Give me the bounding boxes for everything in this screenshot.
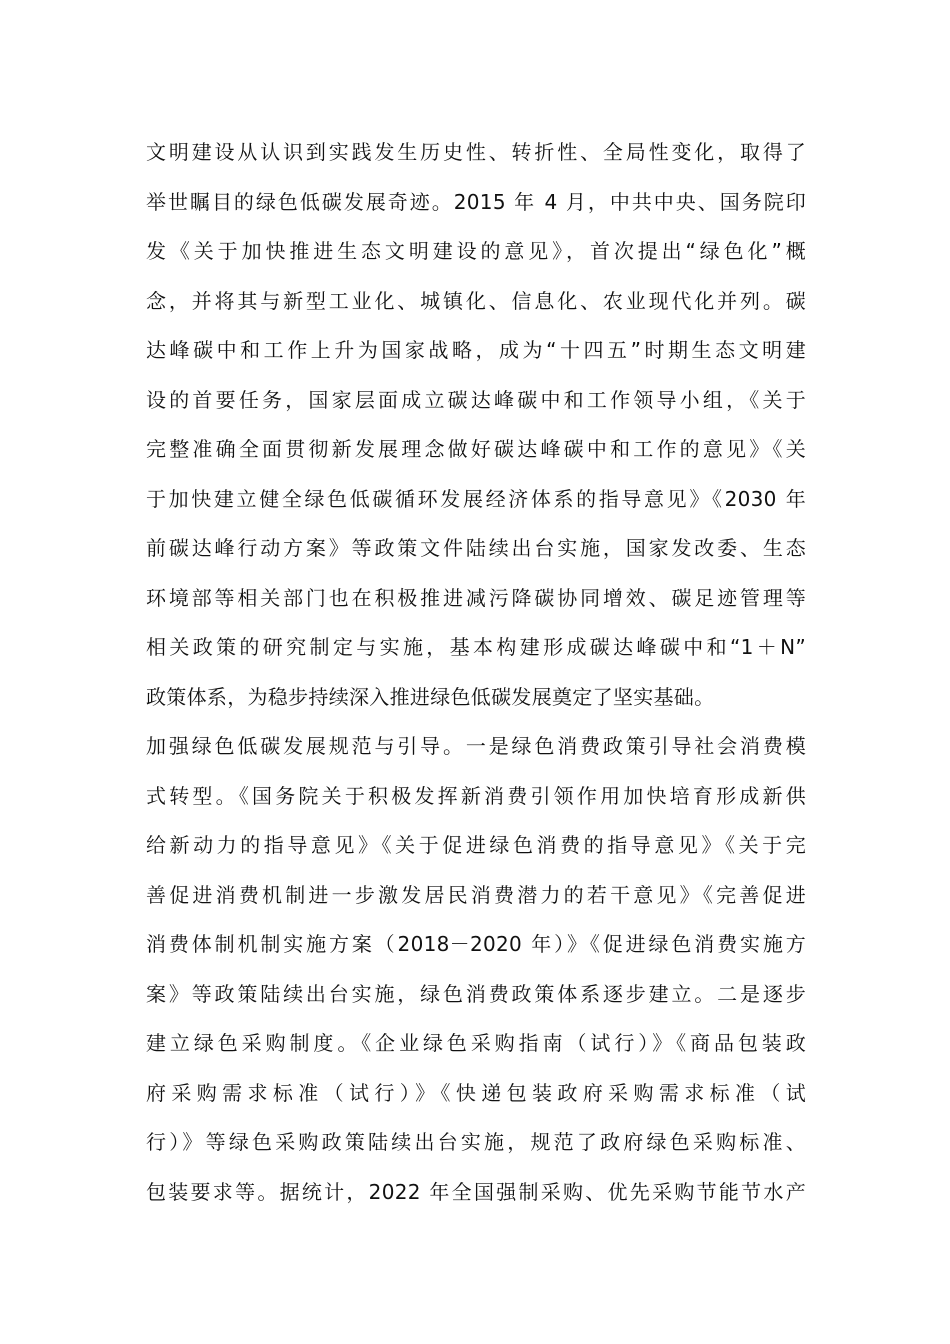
body-text [146,128,806,1217]
paragraph-end-line: 政策体系，为稳步持续深入推进绿色低碳发展奠定了坚实基础。 [146,684,715,709]
text-line: 建立绿色采购制度。《企业绿色采购指南（试行）》《商品包装政 [146,1031,806,1055]
text-line: 完整准确全面贯彻新发展理念做好碳达峰碳中和工作的意见》《关 [146,437,806,461]
text-line: 念，并将其与新型工业化、城镇化、信息化、农业现代化并列。碳 [146,288,806,313]
text-line: 给新动力的指导意见》《关于促进绿色消费的指导意见》《关于完 [146,833,806,857]
text-line: 前碳达峰行动方案》等政策文件陆续出台实施，国家发改委、生态 [146,536,806,560]
text-line: 设的首要任务，国家层面成立碳达峰碳中和工作领导小组，《关于 [146,387,806,412]
text-line: 举世瞩目的绿色低碳发展奇迹。2015 年 4 月，中共中央、国务院印 [146,189,806,214]
text-line: 相关政策的研究制定与实施，基本构建形成碳达峰碳中和“1＋N” [146,635,806,659]
text-line: 文明建设从认识到实践发生历史性、转折性、全局性变化，取得了 [146,140,806,164]
text-line: 案》等政策陆续出台实施，绿色消费政策体系逐步建立。二是逐步 [146,981,806,1006]
text-line: 环境部等相关部门也在积极推进减污降碳协同增效、碳足迹管理等 [146,585,806,610]
text-line: 府采购需求标准（试行）》《快递包装政府采购需求标准（试 [146,1080,806,1105]
text-line: 行）》等绿色采购政策陆续出台实施，规范了政府绿色采购标准、 [146,1130,806,1154]
text-line: 式转型。《国务院关于积极发挥新消费引领作用加快培育形成新供 [146,783,806,808]
text-line: 于加快建立健全绿色低碳循环发展经济体系的指导意见》《2030 年 [146,486,806,511]
text-line: 包装要求等。据统计，2022 年全国强制采购、优先采购节能节水产 [146,1179,806,1204]
text-line: 达峰碳中和工作上升为国家战略，成为“十四五”时期生态文明建 [146,338,806,362]
text-line: 消费体制机制实施方案（2018－2020 年）》《促进绿色消费实施方 [146,932,806,956]
text-line: 发《关于加快推进生态文明建设的意见》，首次提出“绿色化”概 [146,239,806,263]
text-line: 加强绿色低碳发展规范与引导。一是绿色消费政策引导社会消费模 [146,734,806,758]
text-line: 善促进消费机制进一步激发居民消费潜力的若干意见》《完善促进 [146,882,806,907]
